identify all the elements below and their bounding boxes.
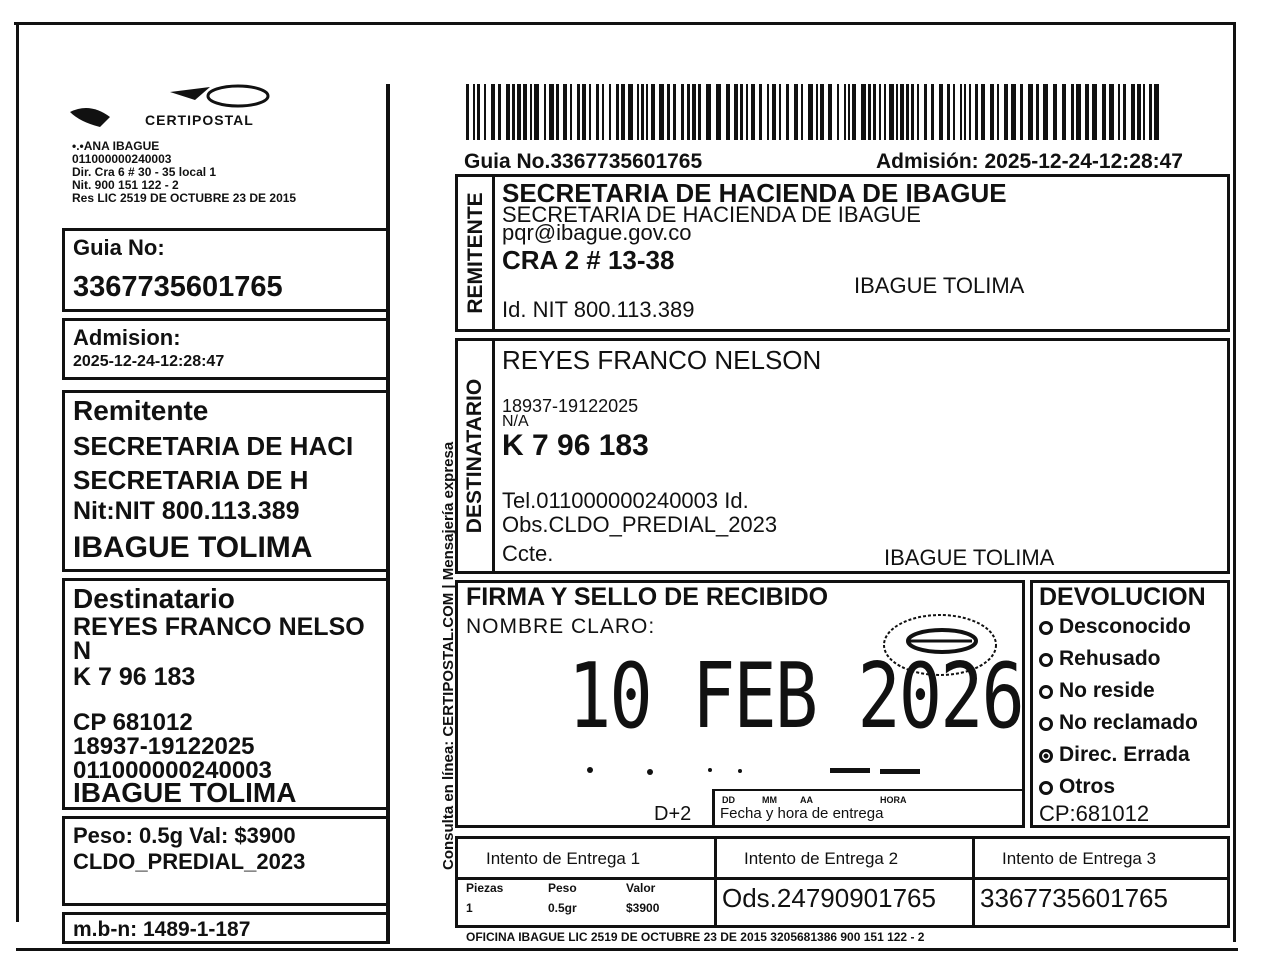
firma-nombre: NOMBRE CLARO: bbox=[466, 615, 656, 638]
firma-title: FIRMA Y SELLO DE RECIBIDO bbox=[466, 583, 829, 611]
peso-value: 0.5gr bbox=[548, 901, 577, 915]
devolucion-title: DEVOLUCION bbox=[1039, 583, 1206, 611]
destinatario-tel: Tel.011000000240003 Id. bbox=[502, 488, 749, 513]
devolucion-option-label: No reclamado bbox=[1059, 711, 1198, 734]
stamp-dots bbox=[580, 763, 970, 775]
admision-value: 2025-12-24-12:28:47 bbox=[73, 353, 225, 370]
dest-left-addr: K 7 96 183 bbox=[73, 663, 196, 691]
destinatario-name: REYES FRANCO NELSON bbox=[502, 345, 822, 375]
remitente-left-city: IBAGUE TOLIMA bbox=[73, 531, 313, 564]
remitente-city: IBAGUE TOLIMA bbox=[854, 273, 1025, 298]
office-dir: Dir. Cra 6 # 30 - 35 local 1 bbox=[72, 165, 217, 179]
radio-checked-icon bbox=[1039, 749, 1053, 763]
intentos-hline bbox=[458, 877, 1227, 880]
footer-text: OFICINA IBAGUE LIC 2519 DE OCTUBRE 23 DE 2015 3205681386 900 151 122 - 2 bbox=[466, 930, 925, 944]
destinatario-vertical-label: DESTINATARIO bbox=[463, 378, 486, 534]
devolucion-option-direc-errada[interactable] bbox=[1039, 743, 1190, 767]
radio-icon bbox=[1039, 717, 1053, 731]
devolucion-option-no-reside[interactable] bbox=[1039, 679, 1155, 703]
piezas-header: Piezas bbox=[466, 881, 504, 895]
remitente-left-box bbox=[62, 390, 390, 572]
guia-box bbox=[62, 228, 390, 312]
dest-left-cp: CP 681012 bbox=[73, 709, 193, 736]
header-admision: Admisión: 2025-12-24-12:28:47 bbox=[876, 150, 1183, 173]
devolucion-option-desconocido[interactable] bbox=[1039, 615, 1191, 639]
bottom-border bbox=[16, 948, 1238, 951]
firma-fecha-topline bbox=[712, 789, 1022, 791]
radio-icon bbox=[1039, 621, 1053, 635]
mbn-box bbox=[62, 912, 390, 944]
remitente-name2: SECRETARIA DE HACIENDA DE IBAGUE bbox=[502, 202, 921, 227]
remitente-left-line1: SECRETARIA DE HACI bbox=[73, 431, 354, 461]
destinatario-left-label: Destinatario bbox=[73, 583, 235, 614]
intentos-vline2 bbox=[972, 839, 975, 925]
firma-fecha-label: Fecha y hora de entrega bbox=[720, 805, 884, 822]
destinatario-city: IBAGUE TOLIMA bbox=[884, 545, 1055, 570]
dest-left-ref: 18937-19122025 bbox=[73, 733, 255, 760]
intento-1: Intento de Entrega 1 bbox=[486, 849, 641, 868]
right-border bbox=[1233, 22, 1236, 942]
stamp-date: 10 FEB 2026 bbox=[568, 643, 1023, 748]
guia-number: 3367735601765 bbox=[73, 271, 283, 303]
remitente-left-line2: SECRETARIA DE H bbox=[73, 465, 309, 495]
ods-number: Ods.24790901765 bbox=[722, 883, 936, 913]
header-guia: Guia No.3367735601765 bbox=[464, 150, 703, 173]
office-tel: 011000000240003 bbox=[72, 152, 172, 166]
concepto: CLDO_PREDIAL_2023 bbox=[73, 849, 306, 874]
firma-dd: DD bbox=[722, 795, 735, 805]
firma-hora: HORA bbox=[880, 795, 907, 805]
intento-3: Intento de Entrega 3 bbox=[1002, 849, 1157, 868]
mbn: m.b-n: 1489-1-187 bbox=[73, 918, 251, 941]
intento-2: Intento de Entrega 2 bbox=[744, 849, 899, 868]
radio-icon bbox=[1039, 653, 1053, 667]
destinatario-address: K 7 96 183 bbox=[502, 429, 649, 462]
destinatario-left-box bbox=[62, 578, 390, 810]
remitente-left-nit: Nit:NIT 800.113.389 bbox=[73, 497, 300, 525]
destinatario-ref: 18937-19122025 bbox=[502, 396, 639, 416]
remitente-email: pqr@ibague.gov.co bbox=[502, 220, 692, 245]
devolucion-option-label: Desconocido bbox=[1059, 615, 1191, 638]
radio-icon bbox=[1039, 781, 1053, 795]
guia-box-number: 3367735601765 bbox=[980, 883, 1168, 913]
office-res: Res LIC 2519 DE OCTUBRE 23 DE 2015 bbox=[72, 191, 297, 205]
remitente-name: SECRETARIA DE HACIENDA DE IBAGUE bbox=[502, 178, 1007, 208]
dest-left-tel: 011000000240003 bbox=[73, 757, 272, 784]
remitente-box bbox=[455, 174, 1230, 332]
remitente-left-label: Remitente bbox=[73, 395, 209, 426]
devolucion-cp: CP:681012 bbox=[1039, 801, 1150, 826]
top-border bbox=[14, 22, 1236, 25]
devolucion-option-label: Direc. Errada bbox=[1059, 743, 1190, 766]
intentos-vline1 bbox=[714, 839, 717, 925]
piezas-value: 1 bbox=[466, 901, 473, 915]
valor-value: $3900 bbox=[626, 901, 660, 915]
barcode-graphic bbox=[466, 84, 1162, 140]
remitente-nit: Id. NIT 800.113.389 bbox=[502, 297, 695, 322]
logo-text: CERTIPOSTAL bbox=[145, 112, 254, 128]
peso-val: Peso: 0.5g Val: $3900 bbox=[73, 823, 296, 848]
dest-left-name2: N bbox=[73, 637, 92, 665]
devolucion-option-label: Otros bbox=[1059, 775, 1116, 798]
devolucion-option-label: Rehusado bbox=[1059, 647, 1161, 670]
peso-box bbox=[62, 816, 390, 906]
office-name: •.•ANA IBAGUE bbox=[72, 139, 160, 153]
guia-label: Guia No: bbox=[73, 235, 165, 260]
firma-fecha-divider bbox=[712, 789, 715, 825]
side-vertical-text: Consulta en línea: CERTIPOSTAL.COM | Mensajería expresa bbox=[440, 441, 457, 870]
remitente-address: CRA 2 # 13-38 bbox=[502, 245, 675, 275]
radio-icon bbox=[1039, 685, 1053, 699]
destinatario-ccte: Ccte. bbox=[502, 541, 554, 566]
admision-box bbox=[62, 318, 390, 380]
firma-mm: MM bbox=[762, 795, 777, 805]
destinatario-obs: Obs.CLDO_PREDIAL_2023 bbox=[502, 512, 778, 537]
peso-header: Peso bbox=[548, 881, 577, 895]
remitente-divider bbox=[492, 177, 495, 329]
destinatario-box bbox=[455, 338, 1230, 574]
devolucion-option-otros[interactable] bbox=[1039, 775, 1115, 799]
firma-box bbox=[455, 580, 1025, 828]
firma-aa: AA bbox=[800, 795, 813, 805]
admision-label: Admision: bbox=[73, 325, 181, 350]
remitente-vertical-label: REMITENTE bbox=[464, 192, 487, 314]
office-nit: Nit. 900 151 122 - 2 bbox=[72, 178, 179, 192]
left-border bbox=[16, 22, 19, 922]
valor-header: Valor bbox=[626, 881, 656, 895]
devolucion-option-no-reclamado[interactable] bbox=[1039, 711, 1198, 735]
devolucion-option-rehusado[interactable] bbox=[1039, 647, 1161, 671]
dest-left-city: IBAGUE TOLIMA bbox=[73, 777, 297, 808]
intentos-box bbox=[455, 836, 1230, 928]
devolucion-box bbox=[1030, 580, 1230, 828]
dest-left-name1: REYES FRANCO NELSO bbox=[73, 613, 365, 641]
firma-d2: D+2 bbox=[654, 803, 692, 825]
office-info bbox=[72, 140, 296, 205]
destinatario-na: N/A bbox=[502, 413, 529, 430]
certipostal-logo bbox=[60, 82, 310, 132]
devolucion-option-label: No reside bbox=[1059, 679, 1155, 702]
barcode bbox=[466, 84, 1162, 140]
destinatario-divider bbox=[492, 341, 495, 571]
